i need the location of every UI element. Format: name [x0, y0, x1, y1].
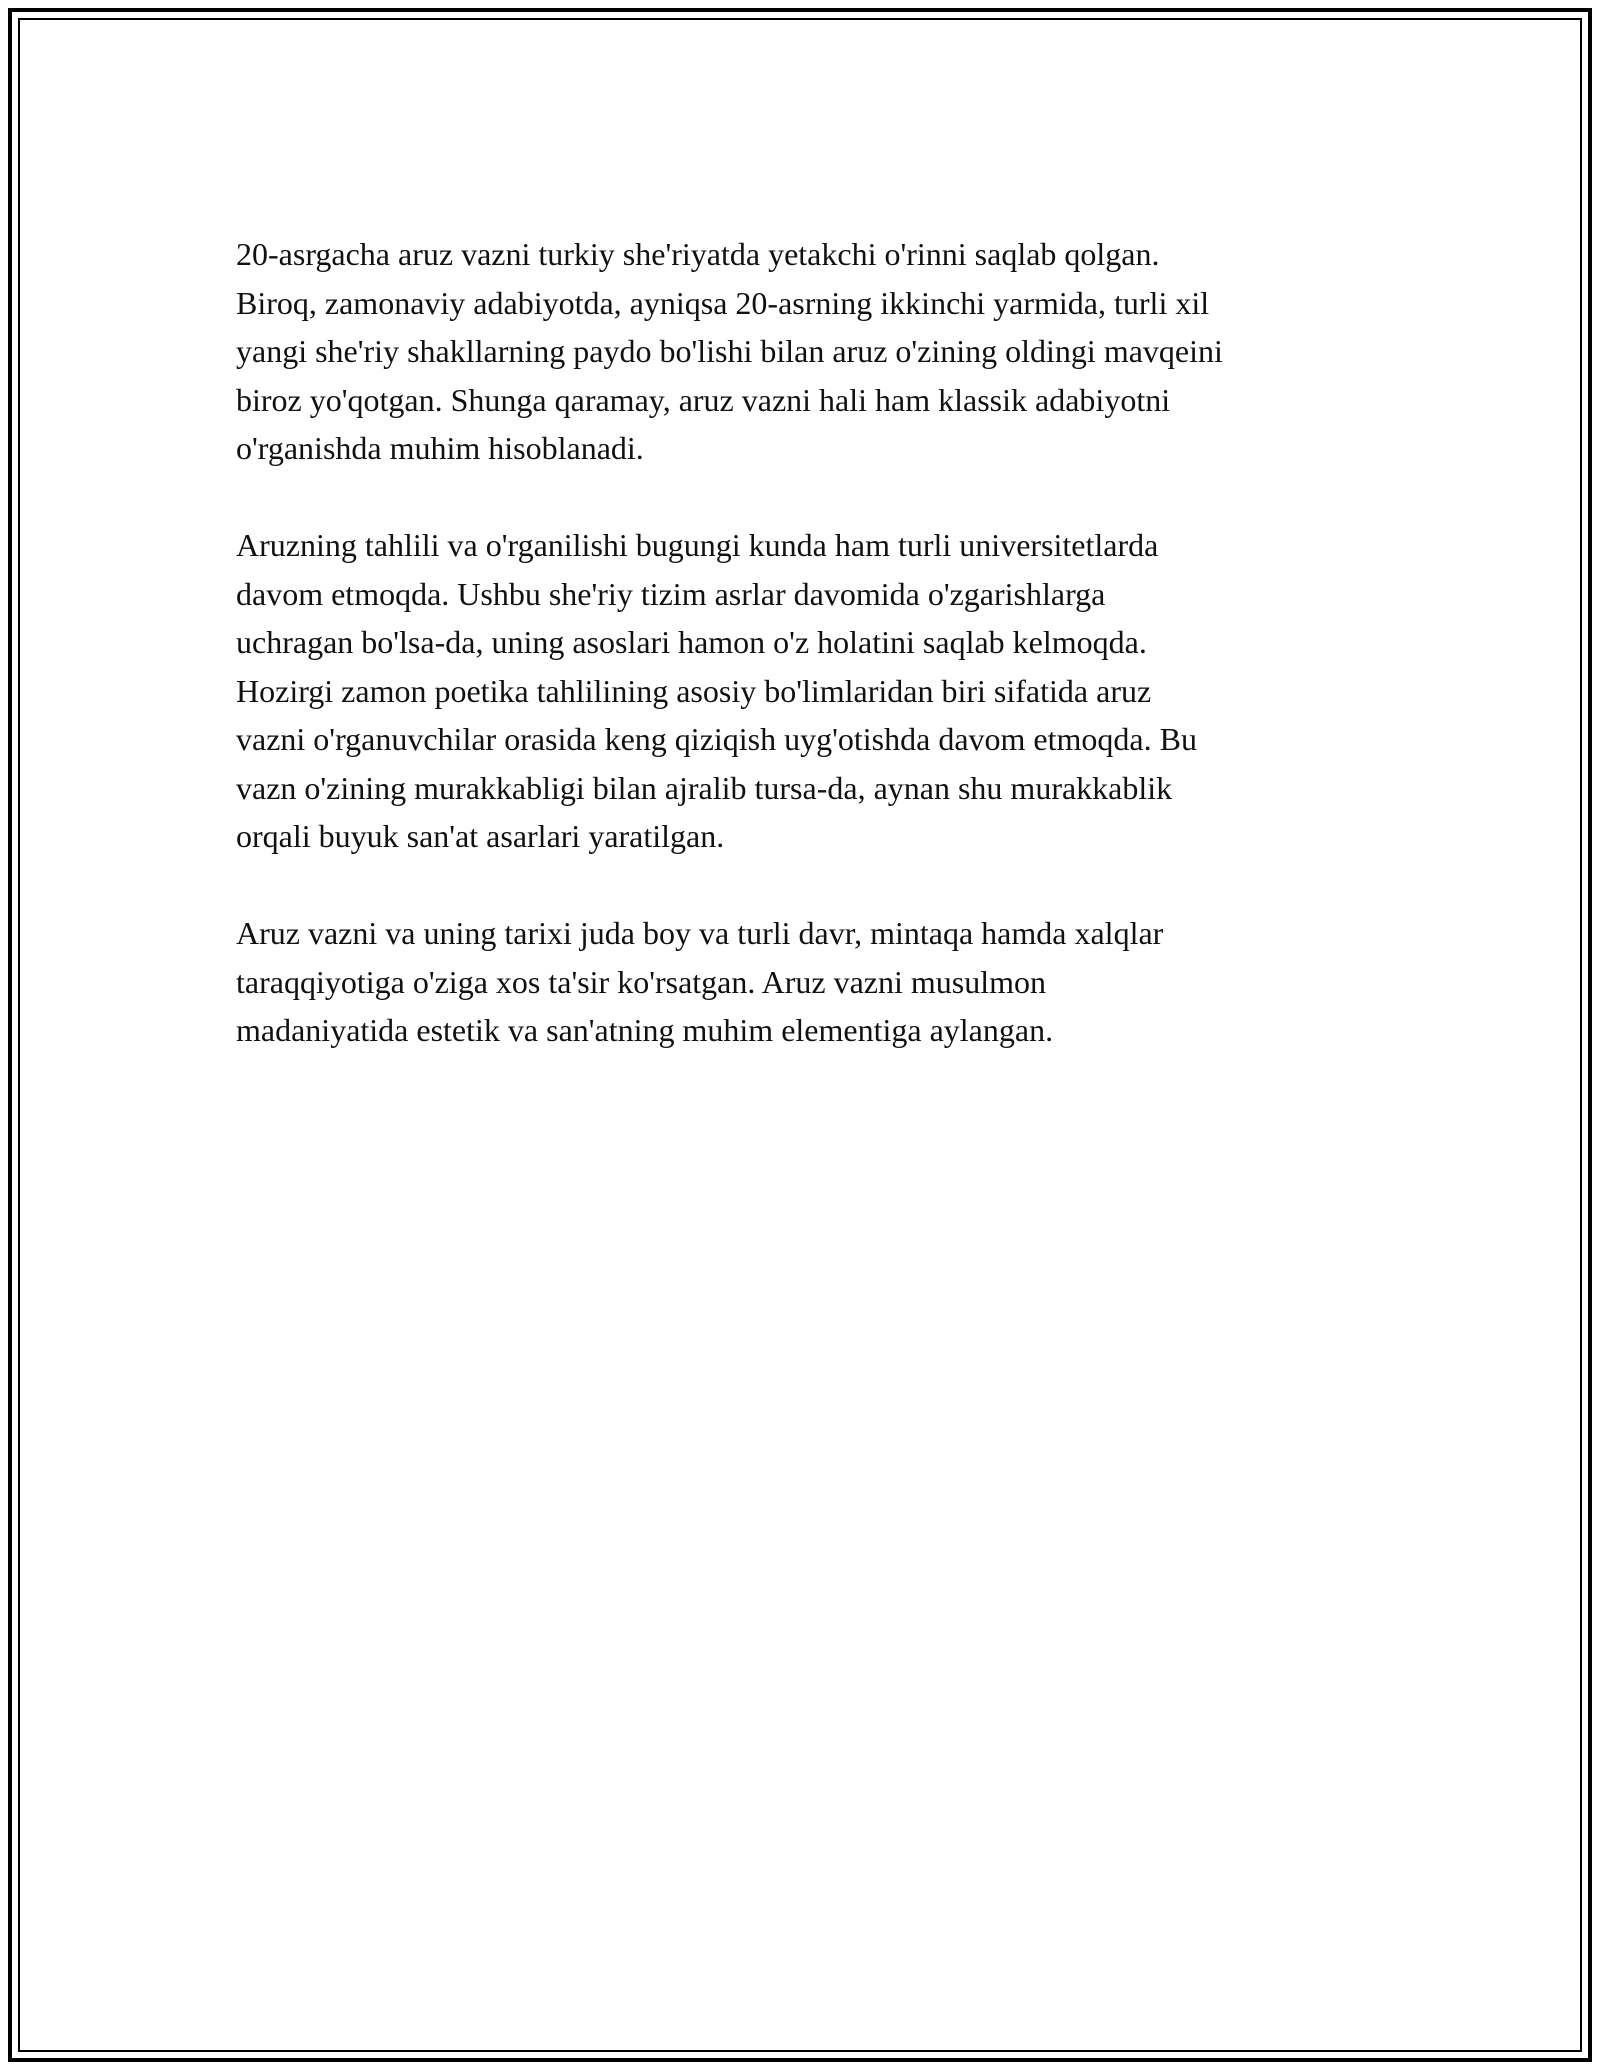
text-line: davom etmoqda. Ushbu she'riy tizim asrlar davomida o'zgarishlarga [236, 575, 1106, 612]
text-line: o'rganishda muhim hisoblanadi. [236, 430, 644, 466]
text-line: vazni o'rganuvchilar orasida keng qiziqish uyg'otishda davom etmoqda. Bu [236, 721, 1197, 757]
text-line: yangi she'riy shakllarning paydo bo'lishi bilan aruz o'zining oldingi mavqeini [236, 333, 1223, 369]
text-line: Aruzning tahlili va o'rganilishi bugungi kunda ham turli universitetlarda [236, 527, 1159, 563]
text-line: madaniyatida estetik va san'atning muhim elementiga aylangan. [236, 1012, 1054, 1048]
text-line: biroz yo'qotgan. Shunga qaramay, aruz vazni hali ham klassik adabiyotni [236, 381, 1171, 418]
text-line: vazn o'zining murakkabligi bilan ajralib tursa-da, aynan shu murakkablik [236, 769, 1173, 806]
document-body [236, 230, 1376, 1103]
paragraph-1 [236, 230, 1376, 473]
text-line: Hozirgi zamon poetika tahlilining asosiy bo'limlaridan biri sifatida aruz [236, 672, 1152, 709]
text-line: Aruz vazni va uning tarixi juda boy va turli davr, mintaqa hamda xalqlar [236, 915, 1164, 951]
paragraph-3 [236, 909, 1376, 1055]
text-line: Biroq, zamonaviy adabiyotda, ayniqsa 20-asrning ikkinchi yarmida, turli xil [236, 284, 1210, 321]
paragraph-2 [236, 521, 1376, 861]
text-line: uchragan bo'lsa-da, uning asoslari hamon o'z holatini saqlab kelmoqda. [236, 624, 1147, 660]
text-line: taraqqiyotiga o'ziga xos ta'sir ko'rsatgan. Aruz vazni musulmon [236, 963, 1046, 1000]
text-line: orqali buyuk san'at asarlari yaratilgan. [236, 818, 725, 854]
text-line: 20-asrgacha aruz vazni turkiy she'riyatda yetakchi o'rinni saqlab qolgan. [236, 236, 1160, 272]
